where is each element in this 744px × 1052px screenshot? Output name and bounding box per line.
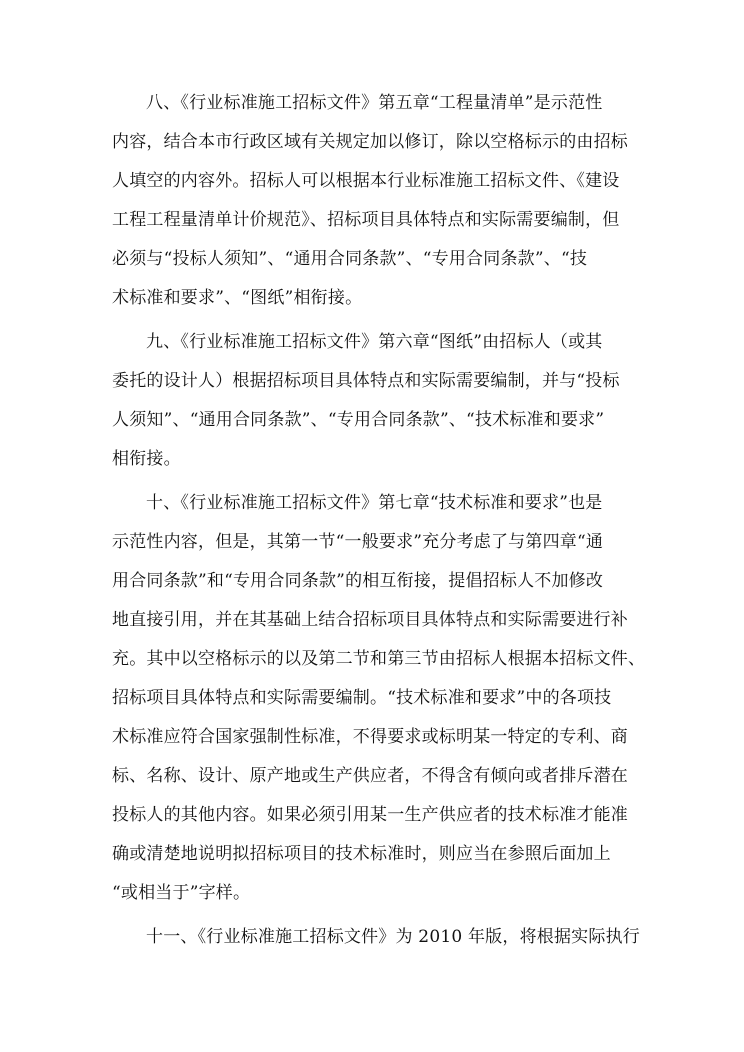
document-body xyxy=(112,84,646,957)
text-line: 八、《行业标准施工招标文件》第五章“工程量清单”是示范性 xyxy=(146,93,603,113)
text-line: 人须知”、“通用合同条款”、“专用合同条款”、“技术标准和要求” xyxy=(112,410,605,430)
text-line: 工程工程量清单计价规范》、招标项目具体特点和实际需要编制，但 xyxy=(112,210,620,230)
paragraph-item-11 xyxy=(112,918,640,957)
text-line: 委托的设计人）根据招标项目具体特点和实际需要编制，并与“投标 xyxy=(112,371,620,391)
text-line: 九、《行业标准施工招标文件》第六章“图纸”由招标人（或其 xyxy=(146,332,603,352)
paragraph-item-10 xyxy=(112,484,646,913)
text-line: 投标人的其他内容。如果必须引用某一生产供应者的技术标准才能准 xyxy=(112,805,628,825)
text-line: 十一、《行业标准施工招标文件》为 2010 年版，将根据实际执行 xyxy=(146,927,640,947)
text-line: 内容，结合本市行政区域有关规定加以修订，除以空格标示的由招标 xyxy=(112,132,628,152)
text-line: 相衔接。 xyxy=(112,449,181,469)
text-line: 招标项目具体特点和实际需要编制。“技术标准和要求”中的各项技 xyxy=(112,688,612,708)
text-line: 术标准应符合国家强制性标准，不得要求或标明某一特定的专利、商 xyxy=(112,727,628,747)
text-line: 用合同条款”和“专用合同条款”的相互衔接，提倡招标人不加修改 xyxy=(112,571,604,591)
text-line: 充。其中以空格标示的以及第二节和第三节由招标人根据本招标文件、 xyxy=(112,649,646,669)
text-line: 十、《行业标准施工招标文件》第七章“技术标准和要求”也是 xyxy=(146,493,603,513)
text-line: 术标准和要求”、“图纸”相衔接。 xyxy=(112,288,363,308)
text-line: 确或清楚地说明拟招标项目的技术标准时，则应当在参照后面加上 xyxy=(112,844,611,864)
text-line: 标、名称、设计、原产地或生产供应者，不得含有倾向或者排斥潜在 xyxy=(112,766,628,786)
text-line: 人填空的内容外。招标人可以根据本行业标准施工招标文件、《建设 xyxy=(112,171,620,191)
text-line: 示范性内容，但是，其第一节“一般要求”充分考虑了与第四章“通 xyxy=(112,532,604,552)
text-line: 地直接引用，并在其基础上结合招标项目具体特点和实际需要进行补 xyxy=(112,610,628,630)
paragraph-item-9 xyxy=(112,323,636,479)
text-line: 必须与“投标人须知”、“通用合同条款”、“专用合同条款”、“技 xyxy=(112,249,588,269)
text-line: “或相当于”字样。 xyxy=(112,883,251,903)
paragraph-item-8 xyxy=(112,84,636,318)
